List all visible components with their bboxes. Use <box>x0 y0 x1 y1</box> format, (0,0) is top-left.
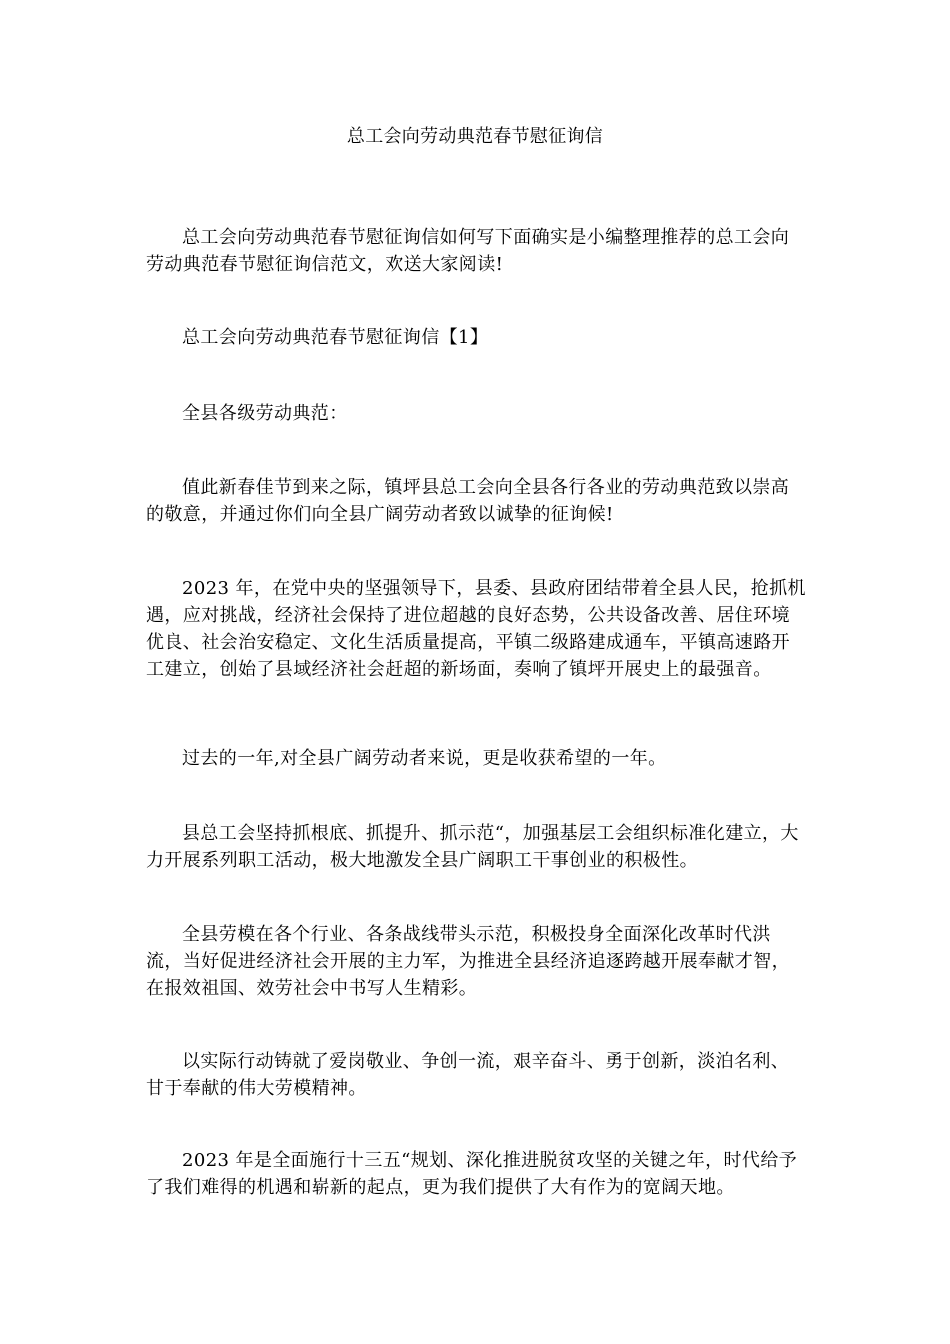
paragraph-spirit: 以实际行动铸就了爱岗敬业、争创一流，艰辛奋斗、勇于创新，淡泊名利、甘于奉献的伟大劳模精神。 <box>146 1051 790 1099</box>
paragraph-salutation: 全县各级劳动典范： <box>182 403 348 424</box>
paragraph-greeting: 值此新春佳节到来之际，镇坪县总工会向全县各行各业的劳动典范致以崇高的敬意，并通过你们向全县广阔劳动者致以诚挚的征询候! <box>146 477 790 525</box>
paragraph-past-year: 过去的一年,对全县广阔劳动者来说，更是收获希望的一年。 <box>182 748 667 769</box>
paragraph-union-work: 县总工会坚持抓根底、抓提升、抓示范“，加强基层工会组织标准化建立，大力开展系列职工活动，极大地激发全县广阔职工干事创业的积极性。 <box>146 823 799 871</box>
document-title: 总工会向劳动典范春节慰征询信 <box>346 126 604 147</box>
paragraph-outlook: 2023 年是全面施行十三五“规划、深化推进脱贫攻坚的关键之年，时代给予了我们难得的机遇和崭新的起点，更为我们提供了大有作为的宽阔天地。 <box>146 1150 798 1198</box>
paragraph-model-workers: 全县劳模在各个行业、各条战线带头示范，积极投身全面深化改革时代洪流，当好促进经济社会开展的主力军，为推进全县经济追逐跨越开展奉献才智，在报效祖国、效劳社会中书写人生精彩。 <box>146 924 790 999</box>
paragraph-intro: 总工会向劳动典范春节慰征询信如何写下面确实是小编整理推荐的总工会向劳动典范春节慰征询信范文，欢送大家阅读! <box>146 227 790 275</box>
paragraph-review-2023: 2023 年，在党中央的坚强领导下，县委、县政府团结带着全县人民，抢抓机遇，应对挑战，经济社会保持了进位超越的良好态势，公共设备改善、居住环境优良、社会治安稳定、文化生活质量提高，平镇二级路建成通车，平镇高速路开工建立，创始了县域经济社会赶超的新场面，奏响了镇坪开展史上的最强音。 <box>146 578 806 680</box>
paragraph-section-heading: 总工会向劳动典范春节慰征询信【1】 <box>182 327 489 348</box>
